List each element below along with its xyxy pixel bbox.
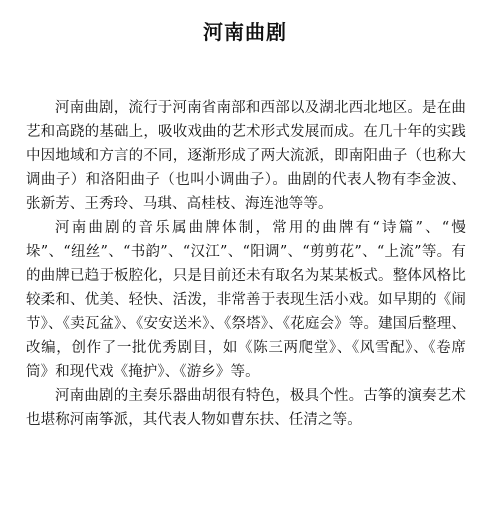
document-title: 河南曲剧: [203, 20, 287, 44]
paragraph-intro: 河南曲剧，流行于河南省南部和西部以及湖北西北地区。是在曲艺和高跷的基础上，吸收戏曲的艺术形式发展而成。在几十年的实践中因地域和方言的不同，逐渐形成了两大流派，即南阳曲子（也称大调曲子）和洛阳曲子（也叫小调曲子）。曲剧的代表人物有李金波、张新芳、王秀玲、马琪、高桂枝、海连池等等。: [26, 100, 466, 212]
paragraph-instruments: 河南曲剧的主奏乐器曲胡很有特色，极具个性。古筝的演奏艺术也堪称河南筝派，其代表人物如曹东扶、任清之等。: [26, 388, 466, 428]
document-body: [26, 96, 466, 432]
paragraph-music: 河南曲剧的音乐属曲牌体制，常用的曲牌有“诗篇”、“慢垛”、“纽丝”、“书韵”、“汉江”、“阳调”、“剪剪花”、“上流”等。有的曲牌已趋于板腔化，只是目前还未有取名为某某板式。整体风格比较柔和、优美、轻快、活泼，非常善于表现生活小戏。如早期的《闹节》、《卖瓦盆》、《安安送米》、《祭塔》、《花庭会》等。建国后整理、改编，创作了一批优秀剧目，如《陈三两爬堂》、《风雪配》、《卷席筒》和现代戏《掩护》、《游乡》等。: [26, 220, 466, 380]
